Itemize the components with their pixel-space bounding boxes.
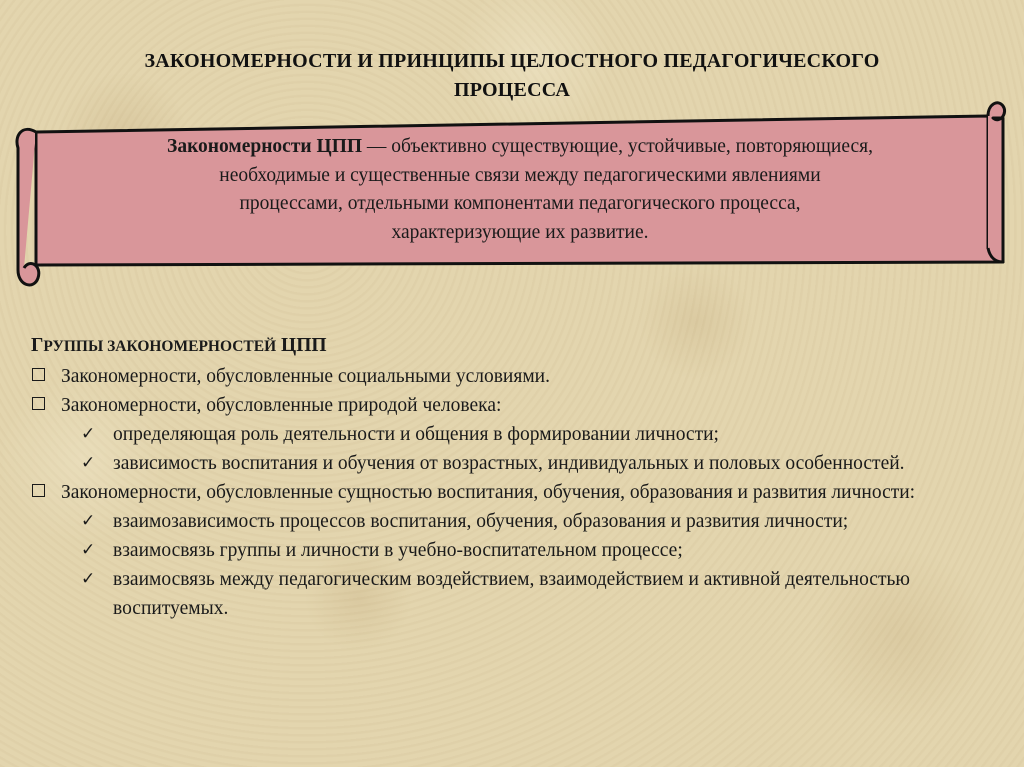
definition-text [46,133,994,247]
list-item [31,478,996,507]
list-item-text: Закономерности, обусловленные социальными условиями. [61,366,550,387]
hollow-square-icon [32,368,45,381]
sub-list-item-text: взаимозависимость процессов воспитания, обучения, образования и развития личности; [113,511,849,532]
sub-list-item [31,420,996,449]
checkmark-icon: ✓ [81,453,96,473]
list-item-text: Закономерности, обусловленные природой человека: [61,395,502,416]
hollow-square-icon [32,397,45,410]
list-item-text: Закономерности, обусловленные сущностью воспитания, обучения, образования и развития личности: [61,482,916,503]
slide-title-line1: ЗАКОНОМЕРНОСТИ И ПРИНЦИПЫ ЦЕЛОСТНОГО ПЕДАГОГИЧЕСКОГО [144,50,880,72]
sub-list-item [31,507,996,536]
groups-heading-tail: ЦПП [276,335,327,356]
sub-list-item-text: зависимость воспитания и обучения от возрастных, индивидуальных и половых особенностей. [113,453,905,474]
checkmark-icon: ✓ [81,511,96,531]
slide-title-line2: ПРОЦЕССА [453,79,571,101]
sub-list-item [31,536,996,565]
definition-line1 [46,133,994,162]
sub-list-item-text: взаимосвязь группы и личности в учебно-воспитательном процессе; [113,540,683,561]
groups-heading [31,331,996,361]
sub-list-item [31,449,996,478]
sub-list-item-text: взаимосвязь между педагогическим воздействием, взаимодействием и активной деятельностью воспитуемых. [113,569,910,619]
definition-term: Закономерности ЦПП [167,136,363,157]
groups-heading-smallcaps: РУППЫ ЗАКОНОМЕРНОСТЕЙ [43,338,277,355]
sub-list-item-text: определяющая роль деятельности и общения в формировании личности; [113,424,719,445]
groups-heading-cap: Г [31,335,44,356]
list-item [31,362,996,391]
hollow-square-icon [32,484,45,497]
definition-line1-rest: — объективно существующие, устойчивые, повторяющиеся, [362,136,873,157]
sub-list-item [31,565,996,623]
definition-line2: необходимые и существенные связи между педагогическими явлениями [219,164,821,186]
checkmark-icon: ✓ [81,424,96,444]
checkmark-icon: ✓ [81,569,96,589]
groups-list [31,331,996,623]
definition-line3: процессами, отдельными компонентами педагогического процесса, [239,193,801,214]
checkmark-icon: ✓ [81,540,96,560]
definition-line4: характеризующие их развитие. [391,221,649,243]
list-item [31,391,996,420]
